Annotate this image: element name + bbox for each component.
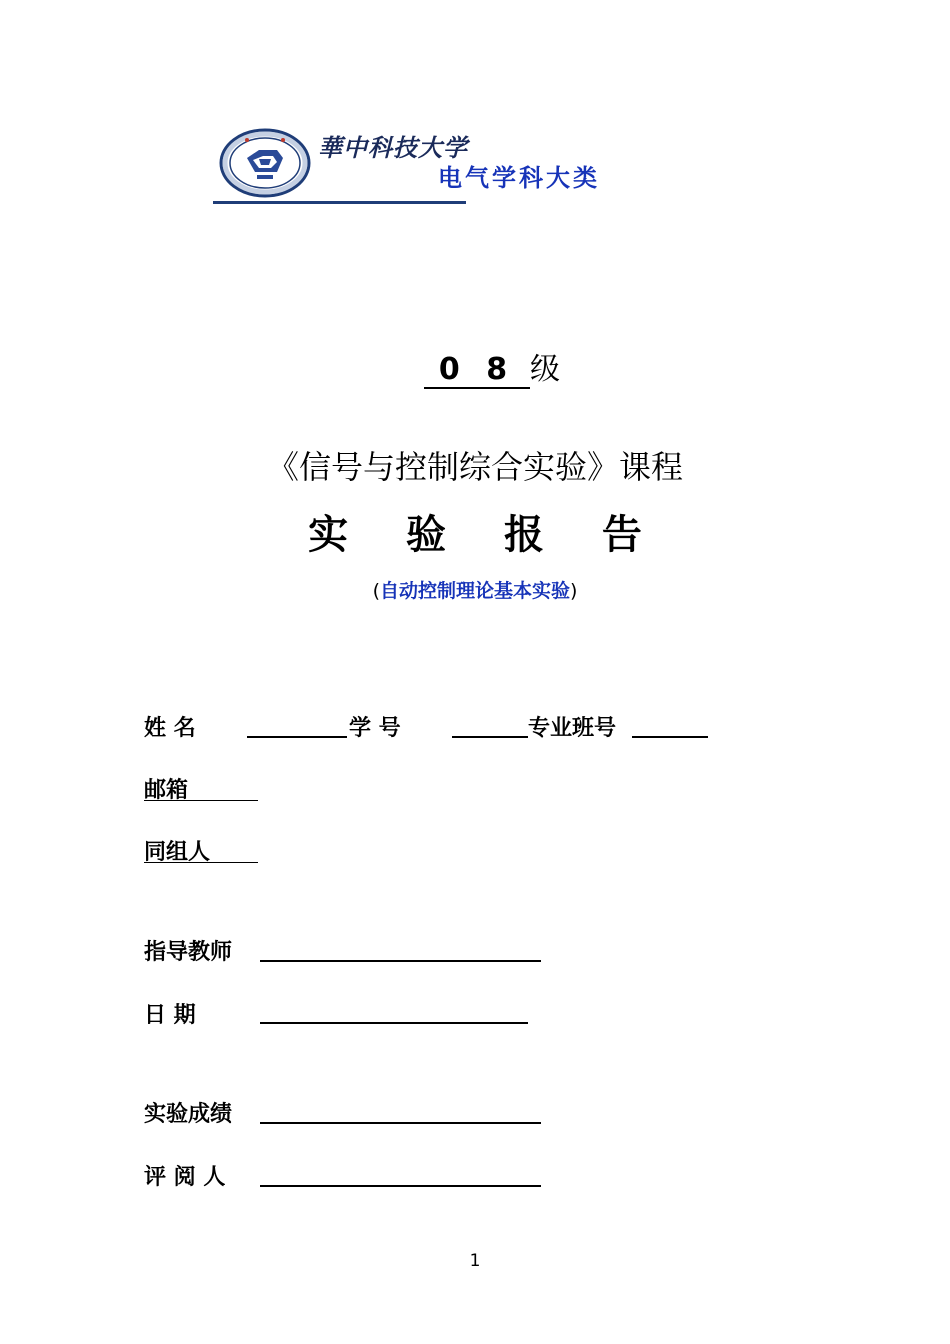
reviewer-label: 评 阅 人 — [144, 1165, 226, 1190]
subtitle-close-paren: ) — [570, 580, 578, 602]
subtitle-open-paren: ( — [372, 580, 380, 602]
student-id-label: 学 号 — [349, 716, 401, 741]
email-label: 邮箱 — [144, 778, 189, 803]
class-field[interactable] — [632, 736, 708, 738]
university-seal-logo — [219, 128, 311, 198]
grade-suffix: 级 — [530, 352, 560, 387]
score-field[interactable] — [260, 1122, 541, 1124]
name-label: 姓 名 — [144, 716, 196, 741]
header-divider — [213, 201, 466, 204]
grade-line — [424, 344, 560, 389]
reviewer-field[interactable] — [260, 1185, 541, 1187]
course-title: 《信号与控制综合实验》课程 — [266, 448, 683, 486]
date-field[interactable] — [260, 1022, 528, 1024]
instructor-label: 指导教师 — [144, 940, 233, 965]
university-name: 華中科技大学 — [318, 133, 468, 162]
report-title: 实 验 报 告 — [308, 512, 664, 558]
date-label: 日 期 — [144, 1003, 196, 1028]
email-field[interactable] — [144, 800, 258, 801]
department-name: 电气学科大类 — [438, 164, 600, 192]
score-label: 实验成绩 — [144, 1102, 233, 1127]
instructor-field[interactable] — [260, 960, 541, 962]
class-label: 专业班号 — [528, 716, 617, 741]
group-members-label: 同组人 — [144, 840, 211, 865]
name-field[interactable] — [247, 736, 347, 738]
page-number: 1 — [469, 1251, 481, 1271]
student-id-field[interactable] — [452, 736, 528, 738]
group-members-field[interactable] — [144, 862, 258, 863]
grade-number: 0 8 — [424, 353, 530, 389]
subtitle-text: 自动控制理论基本实验 — [379, 580, 570, 602]
experiment-subtitle — [0, 576, 950, 603]
